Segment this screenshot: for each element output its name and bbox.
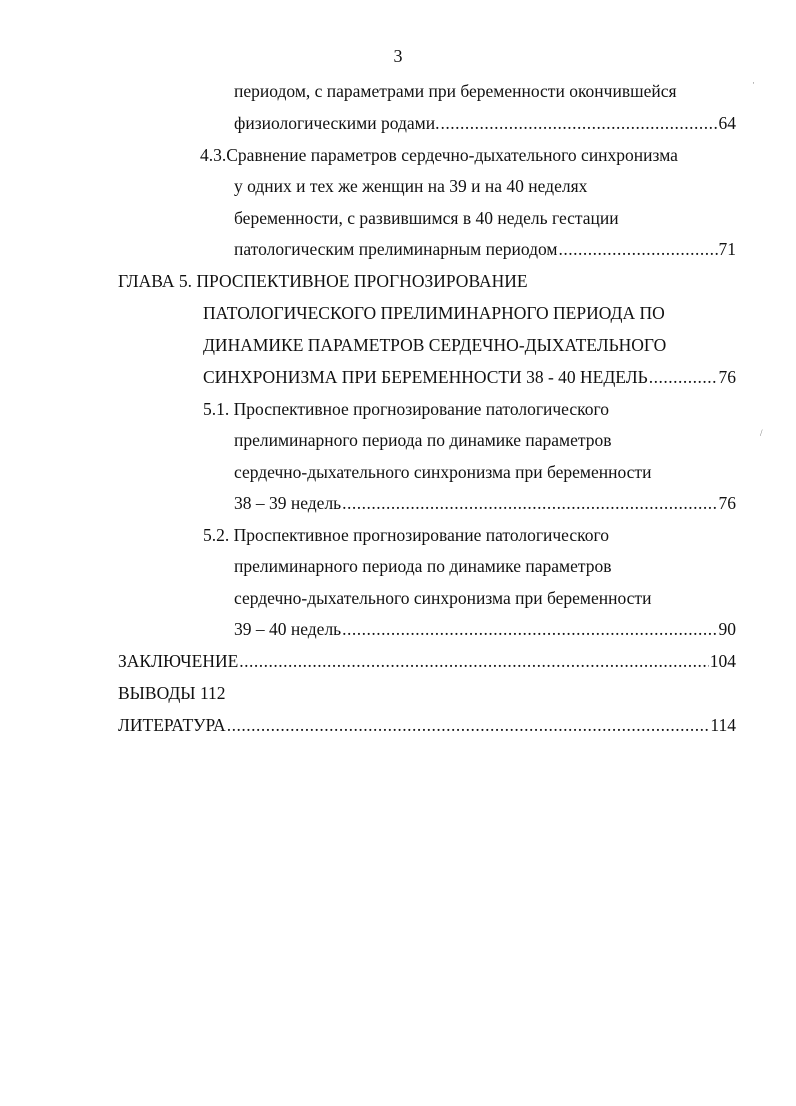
- toc-page-number: 71: [718, 239, 736, 259]
- toc-line: [118, 648, 736, 674]
- toc-entry-text: прелиминарного периода по динамике параметров: [234, 430, 612, 450]
- toc-entry-text: ВЫВОДЫ 112: [118, 683, 226, 703]
- toc-line: [234, 616, 736, 642]
- toc-line: [234, 173, 587, 199]
- toc-line: [234, 427, 611, 453]
- toc-line: [118, 268, 528, 294]
- toc-entry-text: ДИНАМИКЕ ПАРАМЕТРОВ СЕРДЕЧНО-ДЫХАТЕЛЬНОГО: [203, 335, 667, 355]
- toc-line: [234, 553, 611, 579]
- toc-line: [203, 300, 665, 326]
- toc-entry-text: прелиминарного периода по динамике параметров: [234, 556, 612, 576]
- toc-entry-text: СИНХРОНИЗМА ПРИ БЕРЕМЕННОСТИ 38 - 40 НЕДЕЛЬ: [203, 367, 648, 387]
- toc-entry-text: 39 – 40 недель: [234, 619, 342, 639]
- toc-entry-text: периодом, с параметрами при беременности окончившейся: [234, 81, 677, 101]
- toc-line: [200, 142, 678, 168]
- toc-entry-text: патологическим прелиминарным периодом: [234, 239, 558, 259]
- toc-line: [203, 364, 736, 390]
- toc-line: [234, 78, 677, 104]
- toc-entry-text: физиологическими родами.: [234, 113, 440, 133]
- toc-entry-text: у одних и тех же женщин на 39 и на 40 неделях: [234, 176, 588, 196]
- page-number: 3: [393, 46, 403, 66]
- toc-line: [203, 332, 666, 358]
- toc-line: [234, 459, 651, 485]
- dot-leader: [342, 490, 717, 516]
- toc-line: [203, 396, 609, 422]
- scan-speck: ·: [752, 78, 755, 88]
- dot-leader: [649, 364, 718, 390]
- toc-page-number: 76: [718, 493, 736, 513]
- dot-leader: [239, 648, 708, 674]
- toc-line: [234, 205, 619, 231]
- toc-page-number: 104: [709, 651, 736, 671]
- toc-entry-text: 4.3.Сравнение параметров сердечно-дыхательного синхронизма: [200, 145, 678, 165]
- dot-leader: [227, 712, 710, 738]
- toc-entry-text: 5.1. Проспективное прогнозирование патологического: [203, 399, 609, 419]
- toc-line: [118, 680, 226, 706]
- dot-leader: [342, 616, 717, 642]
- toc-page-number: 76: [718, 367, 736, 387]
- toc-line: [234, 110, 736, 136]
- toc-entry-text: ПАТОЛОГИЧЕСКОГО ПРЕЛИМИНАРНОГО ПЕРИОДА ПО: [203, 303, 665, 323]
- toc-entry-text: ЗАКЛЮЧЕНИЕ: [118, 651, 239, 671]
- toc-entry-text: ЛИТЕРАТУРА: [118, 715, 226, 735]
- toc-entry-text: сердечно-дыхательного синхронизма при беременности: [234, 588, 652, 608]
- toc-entry-text: ГЛАВА 5. ПРОСПЕКТИВНОЕ ПРОГНОЗИРОВАНИЕ: [118, 271, 528, 291]
- toc-entry-text: беременности, с развившимся в 40 недель гестации: [234, 208, 619, 228]
- toc-page-number: 64: [718, 113, 736, 133]
- dot-leader: [559, 236, 718, 262]
- toc-line: [203, 522, 609, 548]
- toc-line: [234, 236, 736, 262]
- toc-entry-text: сердечно-дыхательного синхронизма при беременности: [234, 462, 652, 482]
- toc-line: [234, 585, 651, 611]
- dot-leader: [440, 110, 717, 136]
- toc-line: [234, 490, 736, 516]
- toc-page-number: 114: [710, 715, 736, 735]
- scan-speck: /: [760, 428, 763, 438]
- toc-entry-text: 38 – 39 недель: [234, 493, 342, 513]
- toc-page-number: 90: [718, 619, 736, 639]
- toc-entry-text: 5.2. Проспективное прогнозирование патологического: [203, 525, 609, 545]
- toc-line: [118, 712, 736, 738]
